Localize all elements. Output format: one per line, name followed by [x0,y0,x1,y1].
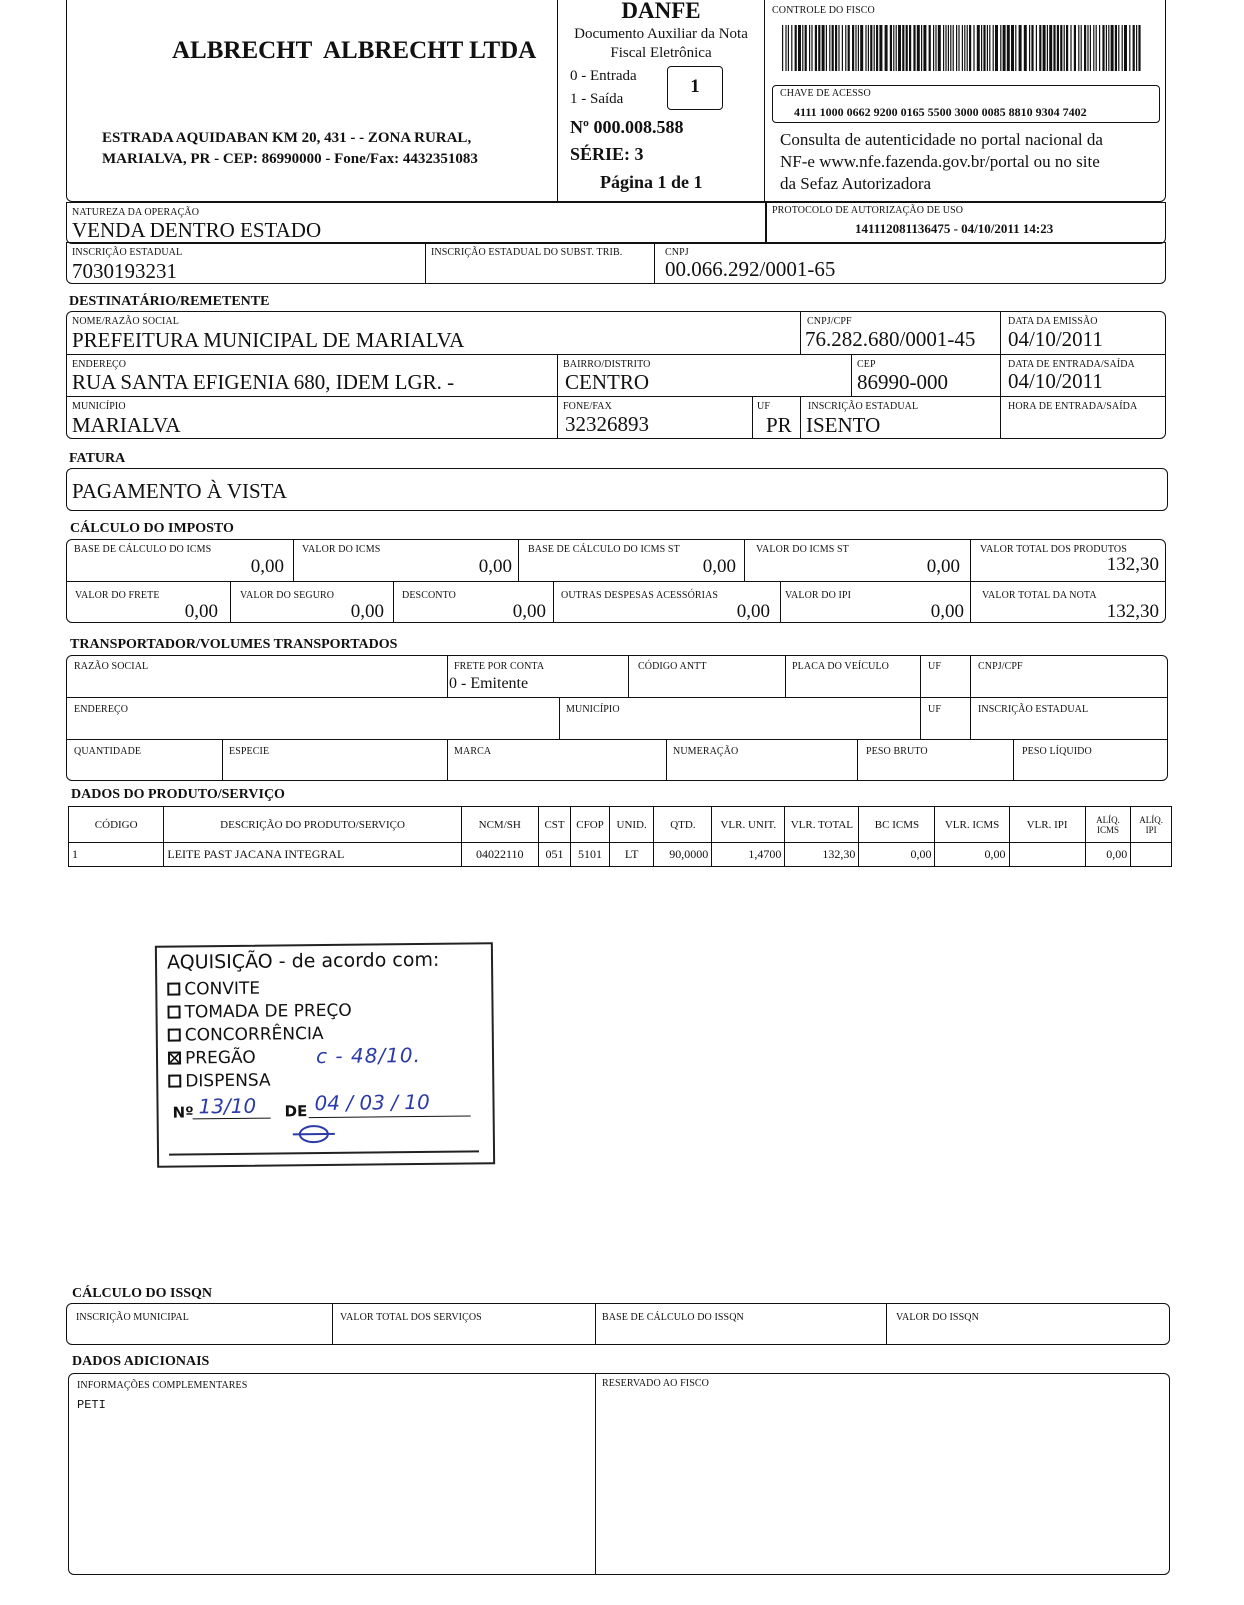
danfe-numero: Nº 000.008.588 [570,117,684,137]
icms-st-value: 0,00 [926,556,960,577]
danfe-pagina: Página 1 de 1 [600,172,703,192]
checkbox-icon [168,1029,181,1042]
dest-ie: ISENTO [806,413,881,437]
col-header: CÓDIGO [69,807,164,843]
danfe-entrada: 0 - Entrada [570,68,637,84]
transp-peso-liq-label: PESO LÍQUIDO [1022,746,1092,757]
dest-municipio: MARIALVA [72,413,181,437]
seguro-label: VALOR DO SEGURO [240,590,335,601]
issuer-address-1: ESTRADA AQUIDABAN KM 20, 431 - - ZONA RURAL, [102,130,472,146]
transp-ie-label: INSCRIÇÃO ESTADUAL [978,704,1089,715]
col-header: CFOP [571,807,610,843]
consulta-line-1: Consulta de autenticidade no portal nacional da [780,130,1103,149]
divider [654,242,655,284]
controle-fisco-label: CONTROLE DO FISCO [772,5,875,16]
cell-qtd: 90,0000 [654,843,712,867]
icms-value: 0,00 [478,556,512,577]
issqn-servicos-label: VALOR TOTAL DOS SERVIÇOS [340,1312,482,1323]
adicionais-section: DADOS ADICIONAIS [72,1354,210,1369]
ie-label: INSCRIÇÃO ESTADUAL [72,247,183,258]
divider [744,539,745,581]
transp-municipio-label: MUNICÍPIO [566,704,620,715]
transp-numeracao-label: NUMERAÇÃO [673,746,739,757]
divider [447,655,448,697]
natureza-value: VENDA DENTRO ESTADO [72,218,322,242]
barcode-graphic [782,25,1144,71]
fatura-section: FATURA [69,451,126,466]
divider [785,655,786,697]
cell-vlr-ipi [1009,843,1085,867]
cell-vlr-icms: 0,00 [935,843,1009,867]
icms-label: VALOR DO ICMS [302,544,381,555]
transportador-section: TRANSPORTADOR/VOLUMES TRANSPORTADOS [70,637,398,652]
col-header: VLR. UNIT. [712,807,785,843]
icms-st-label: VALOR DO ICMS ST [756,544,849,555]
cell-aliq-icms: 0,00 [1085,843,1131,867]
divider [66,739,1168,740]
natureza-label: NATUREZA DA OPERAÇÃO [72,207,200,218]
divider [230,581,231,623]
ipi-label: VALOR DO IPI [785,590,852,601]
chave-label: CHAVE DE ACESSO [780,88,871,99]
col-header: VLR. ICMS [935,807,1009,843]
dest-cep-label: CEP [857,359,876,370]
dest-fone-label: FONE/FAX [563,401,612,412]
stamp-numero-line [193,1118,271,1120]
dest-emissao: 04/10/2011 [1008,327,1103,351]
col-header: CST [538,807,570,843]
divider [66,697,1168,698]
stamp-option-tomada [167,1001,351,1023]
chave-value: 4111 1000 0662 9200 0165 5500 3000 0085 8810 9304 7402 [794,105,1087,119]
checked-box-icon [168,1052,181,1065]
stamp-option-concorrencia [168,1024,324,1046]
barcode [782,25,1144,71]
issqn-valor-label: VALOR DO ISSQN [896,1312,979,1323]
stamp-signature-icon [289,1122,339,1147]
cell-cst: 051 [538,843,570,867]
total-prod-label: VALOR TOTAL DOS PRODUTOS [980,544,1127,555]
transp-marca-label: MARCA [454,746,492,757]
checkbox-icon [167,983,180,996]
stamp-numero: 13/10 [198,1093,257,1119]
transp-peso-bruto-label: PESO BRUTO [866,746,928,757]
dest-emissao-label: DATA DA EMISSÃO [1008,316,1098,327]
checkbox-icon [168,1075,181,1088]
produtos-table [68,806,1172,867]
danfe-tipo: 1 [690,76,700,97]
divider [851,354,852,396]
consulta-line-3: da Sefaz Autorizadora [780,174,932,193]
cell-vlr-total: 132,30 [785,843,859,867]
issuer-box [66,0,558,202]
destinatario-section: DESTINATÁRIO/REMETENTE [69,294,270,309]
divider [780,581,781,623]
danfe-subtitle-1: Documento Auxiliar da Nota [574,26,748,42]
adicionais-box [68,1373,1170,1575]
outras-value: 0,00 [736,601,770,622]
transp-placa-label: PLACA DO VEÍCULO [792,661,889,672]
imposto-section: CÁLCULO DO IMPOSTO [70,521,234,536]
divider [518,539,519,581]
bc-icms-label: BASE DE CÁLCULO DO ICMS [74,544,212,555]
divider [332,1303,333,1345]
danfe-serie: SÉRIE: 3 [570,144,644,164]
dest-bairro: CENTRO [565,370,649,394]
divider [970,539,971,623]
divider [857,739,858,781]
checkbox-icon [167,1006,180,1019]
cell-ncm: 04022110 [461,843,538,867]
issqn-bc-label: BASE DE CÁLCULO DO ISSQN [602,1312,744,1323]
divider [447,739,448,781]
divider [222,739,223,781]
divider [1013,739,1014,781]
divider [752,396,753,439]
cell-cfop: 5101 [571,843,610,867]
divider [595,1303,596,1345]
issuer-address-2: MARIALVA, PR - CEP: 86990000 - Fone/Fax: 4432351083 [102,151,478,167]
divider [800,396,801,439]
danfe-saida: 1 - Saída [570,91,624,107]
stamp-data-line [309,1115,471,1118]
aquisicao-stamp [155,942,495,1168]
transp-frete-value: 0 - Emitente [449,675,529,692]
cell-bc-icms: 0,00 [859,843,935,867]
divider [66,396,1166,397]
dest-endereco-label: ENDEREÇO [72,359,127,370]
cnpj-label: CNPJ [665,247,689,258]
stamp-data: 04 / 03 / 10 [314,1089,430,1116]
stamp-de-label: DE [284,1102,308,1121]
col-header: ALÍQ. ICMS [1085,807,1131,843]
dest-entrada: 04/10/2011 [1008,369,1103,393]
stamp-option-label: DISPENSA [185,1070,271,1092]
stamp-option-pregao [168,1048,256,1069]
divider [66,581,1166,582]
transportador-box [66,655,1168,781]
desconto-label: DESCONTO [402,590,456,601]
seguro-value: 0,00 [350,601,384,622]
issqn-box [66,1303,1170,1345]
stamp-bottom-rule [169,1150,479,1155]
ie-value: 7030193231 [72,259,177,283]
dest-cep: 86990-000 [857,370,948,394]
danfe-subtitle-2: Fiscal Eletrônica [610,45,712,61]
divider [553,581,554,623]
stamp-numero-label: Nº [172,1103,194,1122]
issqn-section: CÁLCULO DO ISSQN [72,1286,213,1301]
divider [293,539,294,581]
dest-ie-label: INSCRIÇÃO ESTADUAL [808,401,919,412]
reservado-fisco-label: RESERVADO AO FISCO [602,1378,709,1389]
divider [559,697,560,739]
col-header: VLR. IPI [1009,807,1085,843]
transp-razao-label: RAZÃO SOCIAL [74,661,149,672]
total-prod-value: 132,30 [1106,554,1159,575]
divider [628,655,629,697]
x-mark-icon [170,1054,179,1063]
stamp-option-label: CONCORRÊNCIA [184,1024,324,1046]
fatura-value: PAGAMENTO À VISTA [72,479,287,503]
transp-antt-label: CÓDIGO ANTT [638,661,707,672]
dest-hora-label: HORA DE ENTRADA/SAÍDA [1008,401,1138,412]
stamp-option-label: CONVITE [184,978,261,1000]
stamp-option-convite [167,979,260,1000]
total-nota-value: 132,30 [1106,601,1159,622]
divider [800,311,801,354]
dest-nome-label: NOME/RAZÃO SOCIAL [72,316,179,327]
frete-label: VALOR DO FRETE [75,590,160,601]
col-header: DESCRIÇÃO DO PRODUTO/SERVIÇO [164,807,461,843]
transp-uf-label: UF [928,661,941,672]
ie-st-label: INSCRIÇÃO ESTADUAL DO SUBST. TRIB. [431,247,623,258]
cell-unid: LT [609,843,654,867]
dest-fone: 32326893 [565,412,649,436]
protocolo-value: 141112081136475 - 04/10/2011 14:23 [855,221,1054,236]
divider [393,581,394,623]
dest-nome: PREFEITURA MUNICIPAL DE MARIALVA [72,328,465,352]
bc-icms-value: 0,00 [250,556,284,577]
produtos-header-row [69,807,1172,843]
transp-frete-label: FRETE POR CONTA [454,661,545,672]
stamp-option-label: TOMADA DE PREÇO [184,1000,352,1023]
table-row [69,843,1172,867]
col-header: NCM/SH [461,807,538,843]
consulta-line-2: NF-e www.nfe.fazenda.gov.br/portal ou no site [780,152,1100,171]
frete-value: 0,00 [184,601,218,622]
transp-cnpj-label: CNPJ/CPF [978,661,1023,672]
dest-uf-label: UF [757,401,770,412]
dest-uf: PR [766,413,792,437]
protocolo-label: PROTOCOLO DE AUTORIZAÇÃO DE USO [772,205,964,216]
dest-municipio-label: MUNICÍPIO [72,401,126,412]
danfe-title: DANFE [621,0,701,23]
total-nota-label: VALOR TOTAL DA NOTA [982,590,1097,601]
stamp-option-label: PREGÃO [184,1047,256,1069]
divider [666,739,667,781]
col-header: QTD. [654,807,712,843]
cell-aliq-ipi [1131,843,1172,867]
stamp-title: AQUISIÇÃO - de acordo com: [166,948,440,974]
ipi-value: 0,00 [930,601,964,622]
dest-endereco: RUA SANTA EFIGENIA 680, IDEM LGR. - [72,370,455,394]
divider [970,655,971,739]
cell-codigo: 1 [69,843,164,867]
issqn-im-label: INSCRIÇÃO MUNICIPAL [76,1312,189,1323]
col-header: ALÍQ. IPI [1131,807,1172,843]
transp-especie-label: ESPECIE [229,746,270,757]
divider [920,655,921,739]
dest-bairro-label: BAIRRO/DISTRITO [563,359,651,370]
cnpj-value: 00.066.292/0001-65 [665,257,836,281]
transp-endereco-label: ENDEREÇO [74,704,129,715]
cell-descricao: LEITE PAST JACANA INTEGRAL [164,843,461,867]
desconto-value: 0,00 [512,601,546,622]
stamp-annotation: c - 48/10. [315,1042,422,1069]
outras-label: OUTRAS DESPESAS ACESSÓRIAS [561,590,719,601]
stamp-option-dispensa [168,1071,271,1092]
col-header: VLR. TOTAL [785,807,859,843]
bc-st-label: BASE DE CÁLCULO DO ICMS ST [528,544,680,555]
col-header: BC ICMS [859,807,935,843]
produtos-section: DADOS DO PRODUTO/SERVIÇO [71,787,285,802]
issuer-name: ALBRECHT ALBRECHT LTDA [172,37,537,64]
info-complementares: PETI [77,1398,106,1412]
divider [425,242,426,284]
transp-uf2-label: UF [928,704,941,715]
dest-entrada-label: DATA DE ENTRADA/SAÍDA [1008,359,1135,370]
bc-st-value: 0,00 [702,556,736,577]
dest-cnpj: 76.282.680/0001-45 [805,327,976,351]
divider [557,354,558,439]
info-complementares-label: INFORMAÇÕES COMPLEMENTARES [77,1380,248,1391]
divider [66,354,1166,355]
divider [886,1303,887,1345]
cell-vlr-unit: 1,4700 [712,843,785,867]
col-header: UNID. [609,807,654,843]
dest-cnpj-label: CNPJ/CPF [807,316,852,327]
divider [1000,311,1001,439]
transp-qtd-label: QUANTIDADE [74,746,142,757]
divider [595,1373,596,1575]
